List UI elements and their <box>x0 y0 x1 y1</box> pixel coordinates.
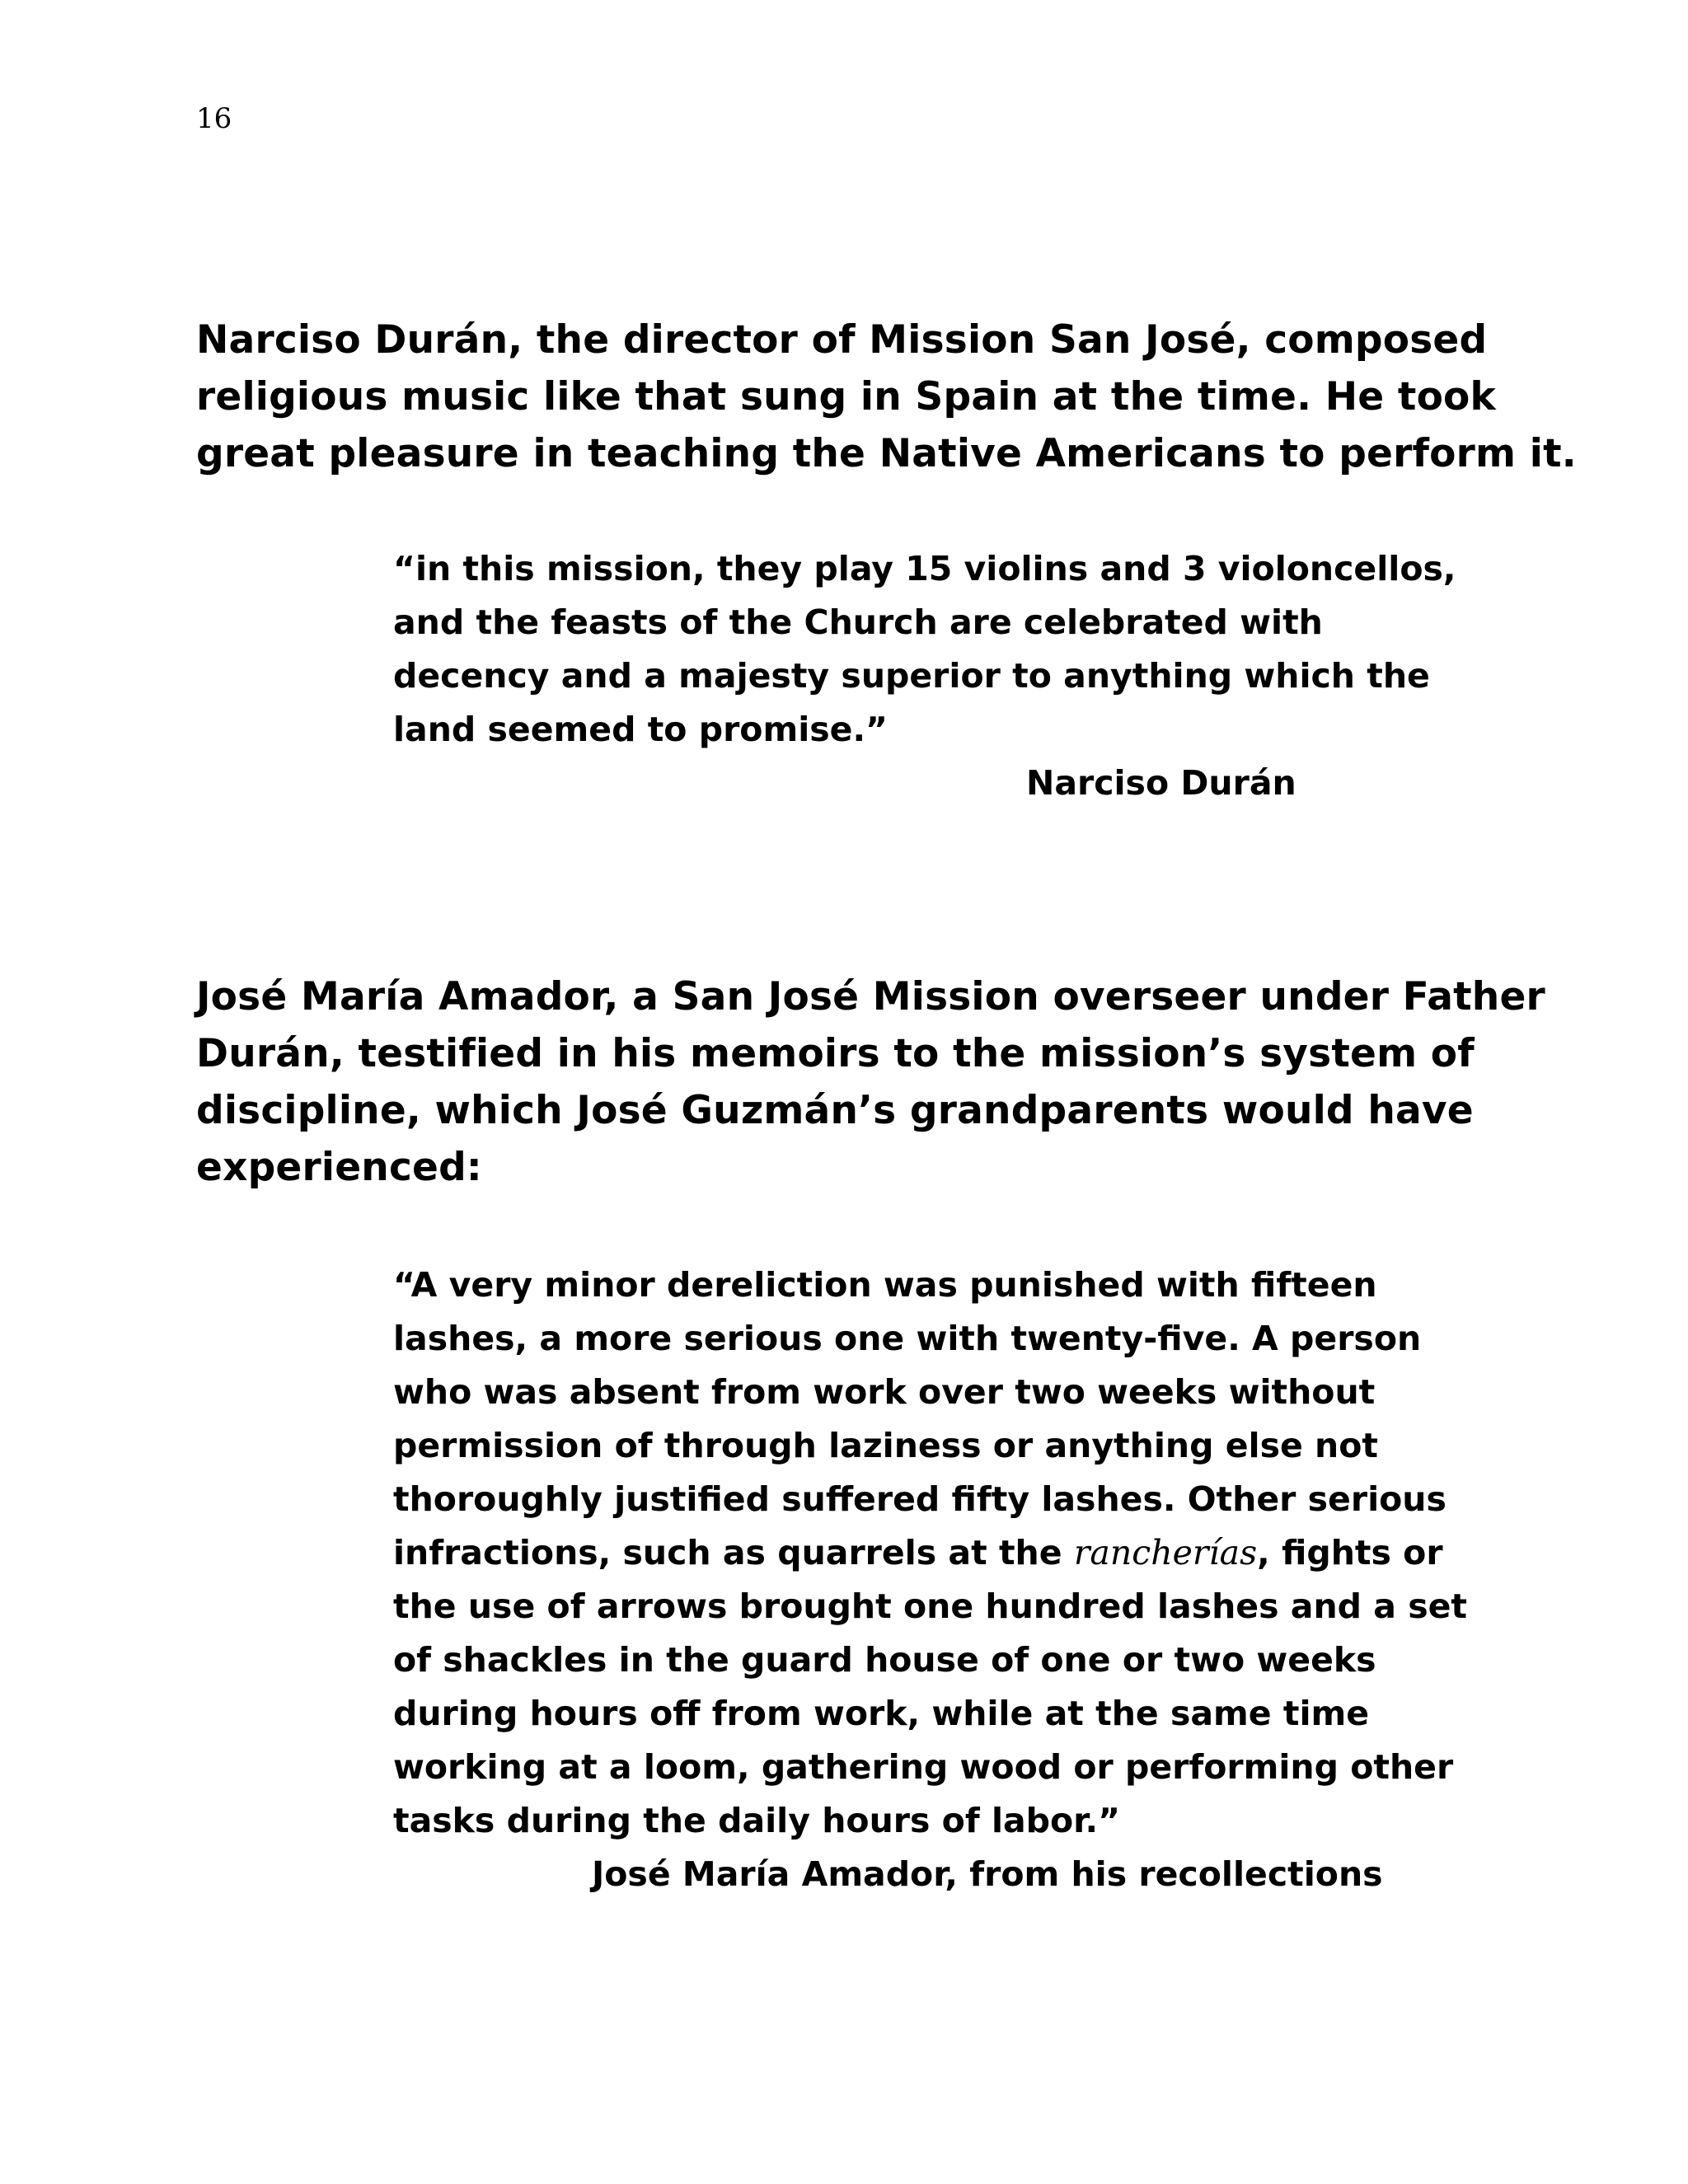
quote-line: permission of through laziness or anything else not <box>393 1426 1379 1465</box>
paragraph-line: religious music like that sung in Spain at the time. He took <box>196 374 1496 419</box>
quote-line: the use of arrows brought one hundred lashes and a set <box>393 1586 1468 1626</box>
quote-line: lashes, a more serious one with twenty-five. A person <box>393 1319 1422 1358</box>
quote-line: thoroughly justified suffered fifty lashes. Other serious <box>393 1479 1447 1519</box>
quote-text: infractions, such as quarrels at the <box>393 1533 1074 1572</box>
quote-line: tasks during the daily hours of labor.” <box>393 1801 1121 1840</box>
quote-line: working at a loom, gathering wood or performing other <box>393 1747 1454 1787</box>
quote-text: , fights or <box>1257 1533 1443 1572</box>
page-number: 16 <box>196 102 232 135</box>
paragraph-line: discipline, which José Guzmán’s grandparents would have <box>196 1088 1474 1133</box>
intro-paragraph-duran <box>196 312 1577 482</box>
paragraph-line: José María Amador, a San José Mission overseer under Father <box>196 974 1545 1019</box>
intro-paragraph-amador <box>196 968 1545 1196</box>
paragraph-line: great pleasure in teaching the Native Americans to perform it. <box>196 431 1577 476</box>
block-quote-duran <box>393 542 1506 757</box>
paragraph-line: Narciso Durán, the director of Mission San José, composed <box>196 317 1488 363</box>
quote-line: who was absent from work over two weeks without <box>393 1372 1376 1412</box>
italic-term-rancherias: rancherías <box>1073 1533 1258 1572</box>
quote-line: land seemed to promise.” <box>393 710 888 749</box>
quote-line: during hours off from work, while at the same time <box>393 1694 1370 1733</box>
paragraph-line: experienced: <box>196 1145 482 1190</box>
paragraph-line: Durán, testified in his memoirs to the mission’s system of <box>196 1031 1475 1076</box>
quote-attribution-amador: José María Amador, from his recollections <box>592 1854 1383 1894</box>
quote-line: “A very minor dereliction was punished with fifteen <box>393 1265 1377 1305</box>
quote-line: of shackles in the guard house of one or two weeks <box>393 1640 1376 1680</box>
quote-line: “in this mission, they play 15 violins and 3 violoncellos, <box>393 549 1456 588</box>
block-quote-amador <box>393 1258 1506 1848</box>
quote-attribution-duran: Narciso Durán <box>1026 763 1296 803</box>
quote-line <box>393 1526 1506 1580</box>
quote-line: and the feasts of the Church are celebrated with <box>393 602 1323 642</box>
quote-line: decency and a majesty superior to anything which the <box>393 656 1430 696</box>
